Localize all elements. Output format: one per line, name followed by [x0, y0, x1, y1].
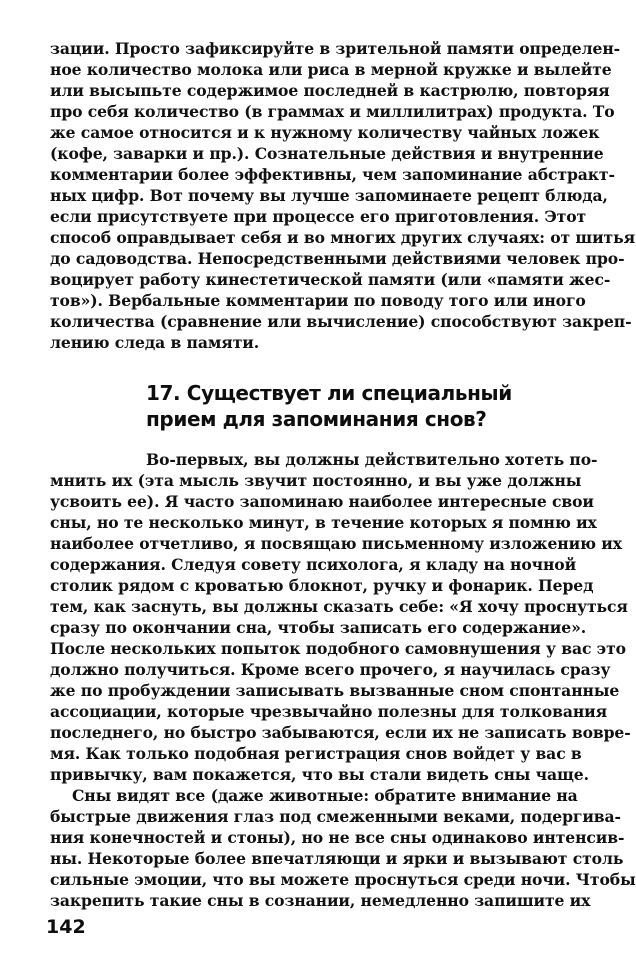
- text-line: привычку, вам покажется, что вы стали видеть сны чаще.: [50, 765, 589, 784]
- text-line: (кофе, заварки и пр.). Сознательные действия и внутренние: [50, 144, 604, 163]
- text-line: воцирует работу кинестетической памяти (или «памяти жес-: [50, 270, 611, 289]
- text-line: ных цифр. Вот почему вы лучше запоминаете рецепт блюда,: [50, 186, 608, 205]
- text-line: наиболее отчетливо, я посвящаю письменному изложению их: [50, 534, 622, 553]
- text-line: тов»). Вербальные комментарии по поводу того или иного: [50, 291, 586, 310]
- text-line: ния конечностей и стоны), но не все сны одинаково интенсив-: [50, 828, 625, 847]
- text-line: сны, но те несколько минут, в течение которых я помню их: [50, 513, 597, 532]
- text-line: сильные эмоции, что вы можете проснуться среди ночи. Чтобы: [50, 870, 636, 889]
- text-line: если присутствуете при процессе его приготовления. Этот: [50, 207, 587, 226]
- text-line: до садоводства. Непосредственными действиями человек про-: [50, 249, 625, 268]
- text-line: Сны видят все (даже животные: обратите внимание на: [72, 786, 578, 805]
- text-line: комментарии более эффективны, чем запоминание абстракт-: [50, 165, 615, 184]
- text-line: должно получиться. Кроме всего прочего, я научилась сразу: [50, 660, 611, 679]
- text-line: способ оправдывает себя и во многих других случаях: от шитья: [50, 228, 636, 247]
- text-line: быстрые движения глаз под смеженными веками, подергива-: [50, 807, 621, 826]
- text-line: мя. Как только подобная регистрация снов войдет у вас в: [50, 744, 582, 763]
- text-line: ассоциации, которые чрезвычайно полезны для толкования: [50, 702, 608, 721]
- text-line: тем, как заснуть, вы должны сказать себе: «Я хочу проснуться: [50, 597, 628, 616]
- text-line: После нескольких попыток подобного самовнушения у вас это: [50, 639, 626, 658]
- text-line: же по пробуждении записывать вызванные сном спонтанные: [50, 681, 620, 700]
- page-number: 142: [46, 916, 86, 938]
- text-line: же самое относится и к нужному количеству чайных ложек: [50, 123, 600, 142]
- text-line: содержания. Следуя совету психолога, я кладу на ночной: [50, 555, 577, 574]
- text-line: количества (сравнение или вычисление) способствуют закреп-: [50, 312, 632, 331]
- text-line: ное количество молока или риса в мерной кружке и вылейте: [50, 60, 612, 79]
- text-line: про себя количество (в граммах и миллилитрах) продукта. То: [50, 102, 615, 121]
- text-line: сразу по окончании сна, чтобы записать его содержание».: [50, 618, 587, 637]
- heading-line: прием для запоминания снов?: [146, 407, 487, 431]
- text-line: усвоить ее). Я часто запоминаю наиболее интересные свои: [50, 492, 594, 511]
- text-line: Во-первых, вы должны действительно хотеть по-: [146, 450, 598, 469]
- heading-line: 17. Существует ли специальный: [146, 381, 512, 405]
- text-line: лению следа в памяти.: [50, 333, 260, 352]
- text-line: или высыпьте содержимое последней в кастрюлю, повторяя: [50, 81, 610, 100]
- text-line: последнего, но быстро забываются, если их не записать вовре-: [50, 723, 631, 742]
- text-line: мнить их (эта мысль звучит постоянно, и вы уже должны: [50, 471, 582, 490]
- text-line: закрепить такие сны в сознании, немедленно запишите их: [50, 891, 591, 910]
- text-line: столик рядом с кроватью блокнот, ручку и фонарик. Перед: [50, 576, 594, 595]
- text-line: ны. Некоторые более впечатляющи и ярки и вызывают столь: [50, 849, 624, 868]
- text-line: зации. Просто зафиксируйте в зрительной памяти определен-: [50, 39, 621, 58]
